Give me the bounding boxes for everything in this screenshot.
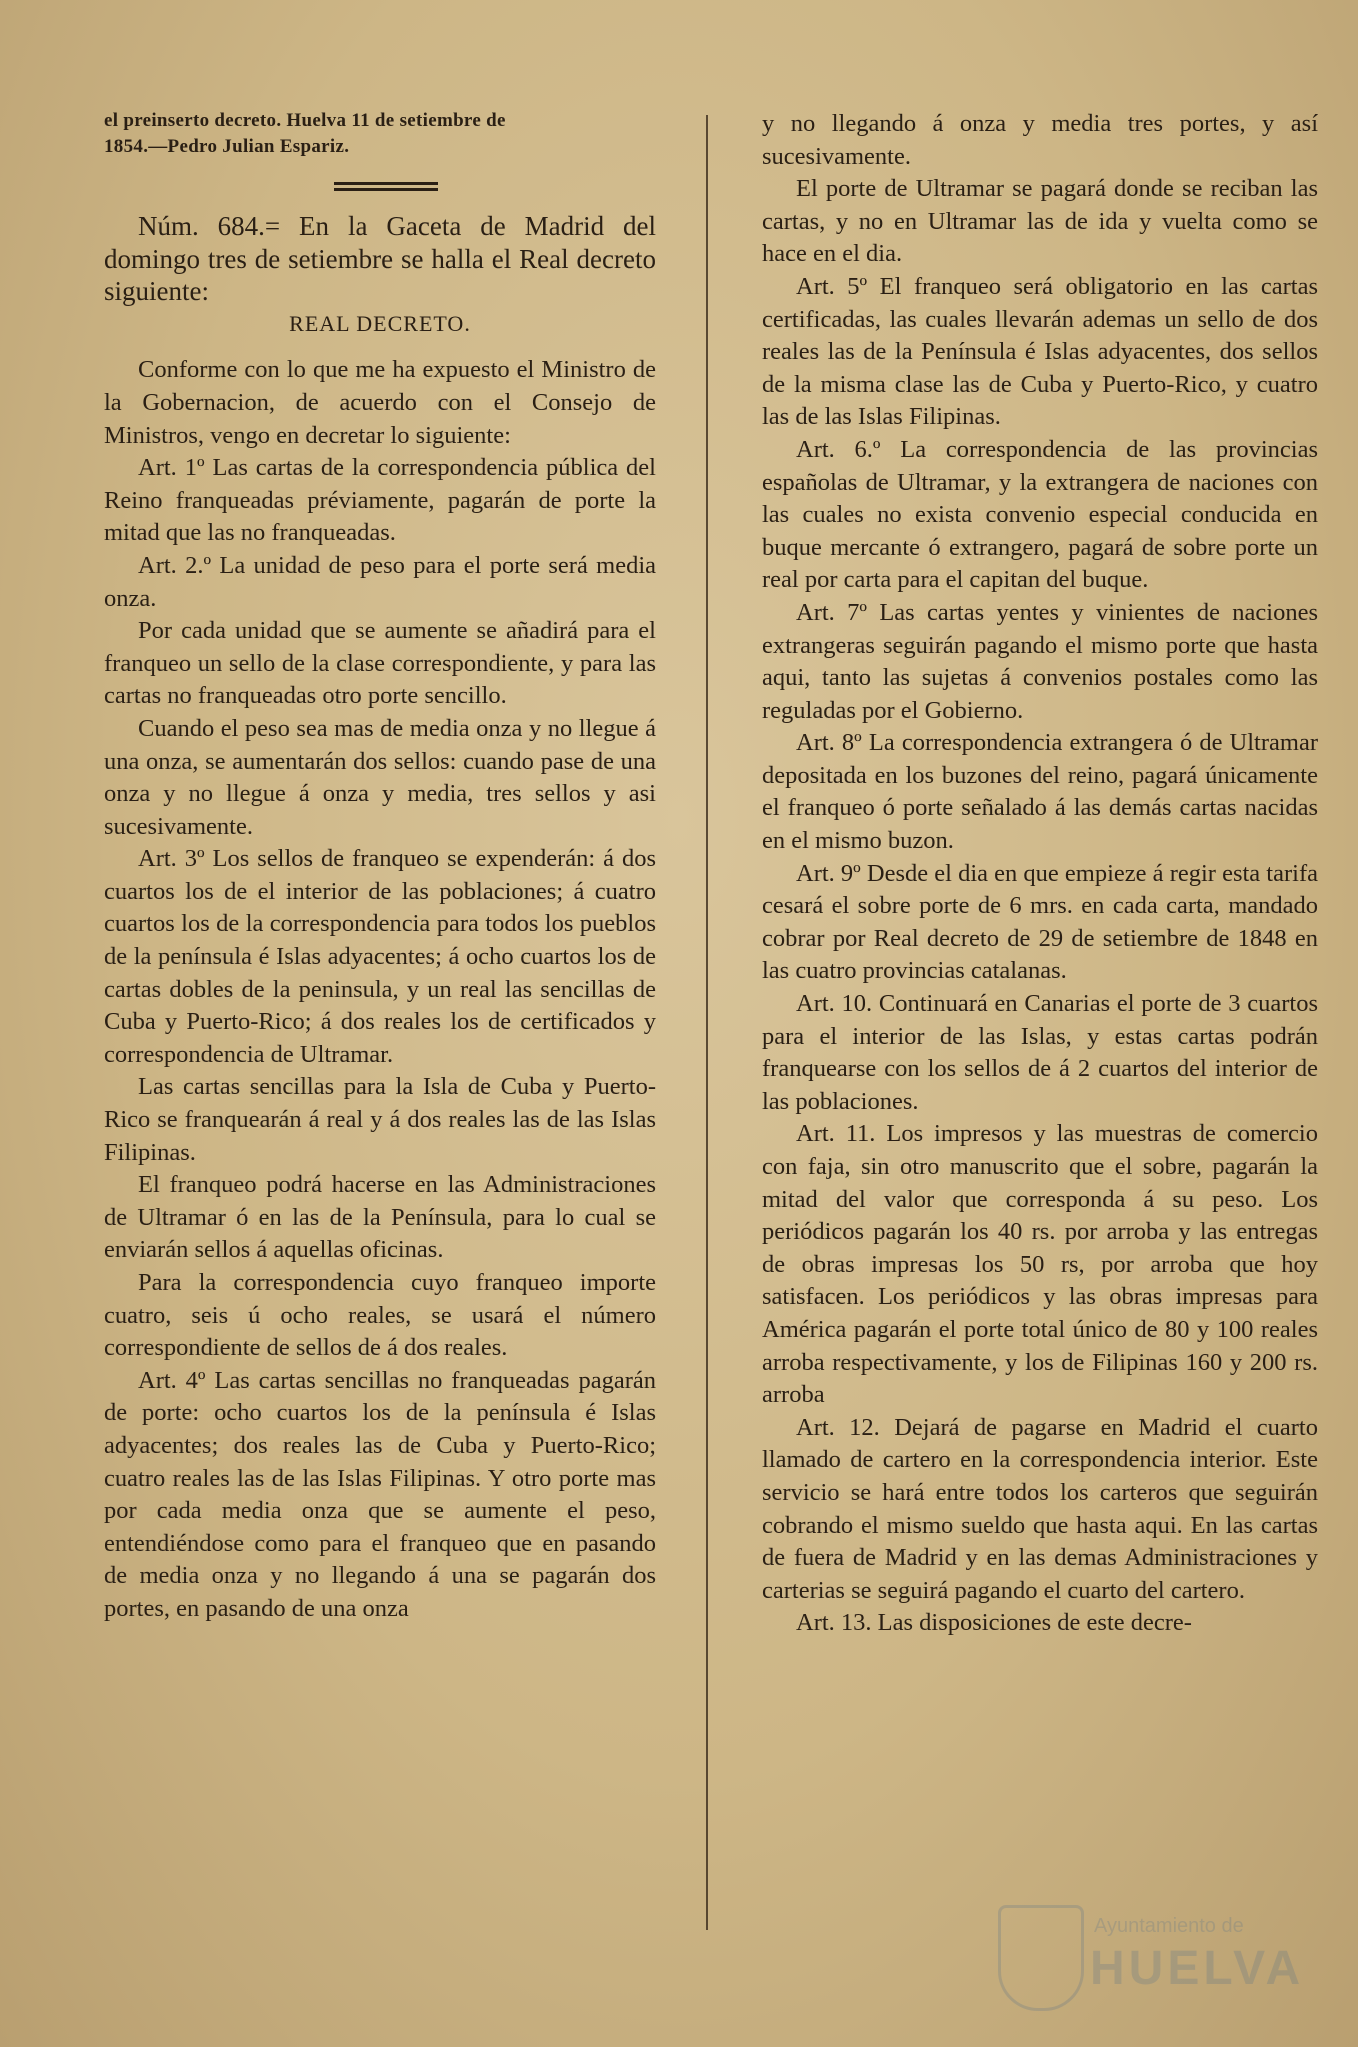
paragraph: Art. 13. Las disposiciones de este decre- [796,1609,1192,1637]
watermark-line-2: HUELVA [1090,1942,1305,1995]
paragraph: El franqueo podrá hacerse en las Administraciones de Ultramar ó en las de la Península, para lo cual se enviarán sellos á aquellas oficinas. [104,1171,656,1264]
shield-icon [998,1905,1084,2011]
paragraph: Art. 11. Los impresos y las muestras de comercio con faja, sin otro manuscrito que el sobre, pagarán la mitad del valor que corresponda á su peso. Los periódicos pagarán los 40 rs. por arroba y las entregas de obras impresas los 50 rs, por arroba que hoy satisfacen. Los periódicos y las obras impresas para América pagarán el porte total único de 80 y 100 reales arroba respectivamente, y los de Filipinas 160 y 200 rs. arroba [762,1120,1318,1409]
paragraph: El porte de Ultramar se pagará donde se reciban las cartas, y no en Ultramar las de ida y vuelta como se hace en el dia. [762,175,1318,268]
paragraph: Art. 10. Continuará en Canarias el porte de 3 cuartos para el interior de las Islas, y estas cartas podrán franquearse con los sellos de á 2 cuartos del interior de las poblaciones. [762,990,1318,1115]
right-column [762,108,1318,1640]
paragraph: Para la correspondencia cuyo franqueo importe cuatro, seis ú ocho reales, se usará el número correspondiente de sellos de á dos reales. [104,1269,656,1362]
paragraph: Art. 8º La correspondencia extrangera ó de Ultramar depositada en los buzones del reino, pagará únicamente el franqueo ó porte señalado á las demás cartas nacidas en el mismo buzon. [762,729,1318,855]
paragraph: Por cada unidad que se aumente se añadirá para el franqueo un sello de la clase correspondiente, y para las cartas no franqueadas otro porte sencillo. [104,617,656,710]
paragraph: Art. 9º Desde el dia en que empieze á regir esta tarifa cesará el sobre porte de 6 mrs. en cada carta, mandado cobrar por Real decreto de 29 de setiembre de 1848 en las cuatro provincias catalanas. [762,859,1318,985]
watermark-logo [998,1897,1305,2007]
paragraph: Cuando el peso sea mas de media onza y no llegue á una onza, se aumentarán dos sellos: cuando pase de una onza y no llegue á onza y media, tres sellos y asi sucesivamente. [104,714,656,840]
intro-line-2: 1854.—Pedro Julian Espariz. [104,136,350,157]
paragraph: y no llegando á onza y media tres portes, y así sucesivamente. [762,110,1318,170]
paragraph: Conforme con lo que me ha expuesto el Ministro de la Gobernacion, de acuerdo con el Consejo de Ministros, vengo en decretar lo siguiente: [104,356,656,449]
paragraph: Las cartas sencillas para la Isla de Cuba y Puerto-Rico se franquearán á real y á dos reales las de las Islas Filipinas. [104,1073,656,1166]
paragraph: Art. 6.º La correspondencia de las provincias españolas de Ultramar, y la extrangera de naciones con las cuales no exista convenio especial conducida en buque mercante ó extrangero, pagará de sobre porte un real por carta para el capitan del buque. [762,435,1318,594]
decree-title: REAL DECRETO. [289,310,471,336]
paragraph: Art. 2.º La unidad de peso para el porte será media onza. [104,551,656,612]
paragraph: Art. 4º Las cartas sencillas no franqueadas pagarán de porte: ocho cuartos los de la península é Islas adyacentes; dos reales las de Cuba y Puerto-Rico; cuatro reales las de las Islas Filipinas. Y otro porte mas por cada media onza que se aumente el peso, entendiéndose como para el franqueo que en pasando de media onza y no llegando á una se pagarán dos portes, en pasando de una onza [104,1366,656,1622]
intro-line-1: el preinserto decreto. Huelva 11 de setiembre de [104,110,506,131]
paragraph: Art. 5º El franqueo será obligatorio en las cartas certificadas, las cuales llevarán ademas un sello de dos reales las de la Península é Islas adyacentes, dos sellos de la misma clase las de Cuba y Puerto-Rico, y cuatro las de las Islas Filipinas. [762,272,1318,431]
paragraph: Art. 1º Las cartas de la correspondencia pública del Reino franqueadas préviamente, pagarán de porte la mitad que las no franqueadas. [104,454,656,547]
paragraph: Art. 12. Dejará de pagarse en Madrid el cuarto llamado de cartero en la correspondencia interior. Este servicio se hará entre todos los carteros que seguirán cobrando el mismo sueldo que hasta aqui. En las cartas de fuera de Madrid y en las demas Administraciones y carterias se seguirá pagando el cuarto del cartero. [762,1413,1318,1604]
notice-heading: Núm. 684.= En la Gaceta de Madrid del domingo tres de setiembre se halla el Real decreto siguiente: [104,211,656,307]
watermark-line-1: Ayuntamiento de [1094,1915,1244,1937]
left-column [104,108,656,1626]
column-divider [706,115,708,1930]
section-separator [104,160,656,210]
paragraph: Art. 7º Las cartas yentes y vinientes de naciones extrangeras seguirán pagando el mismo porte que hasta aqui, tanto las sujetas á convenios postales como las reguladas por el Gobierno. [762,598,1318,724]
paragraph: Art. 3º Los sellos de franqueo se expenderán: á dos cuartos los de el interior de las poblaciones; á cuatro cuartos los de la correspondencia para todos los pueblos de la península é Islas adyacentes; á ocho cuartos los de cartas dobles de la peninsula, y un real las sencillas de Cuba y Puerto-Rico; á dos reales los de certificados y correspondencia de Ultramar. [104,845,656,1068]
